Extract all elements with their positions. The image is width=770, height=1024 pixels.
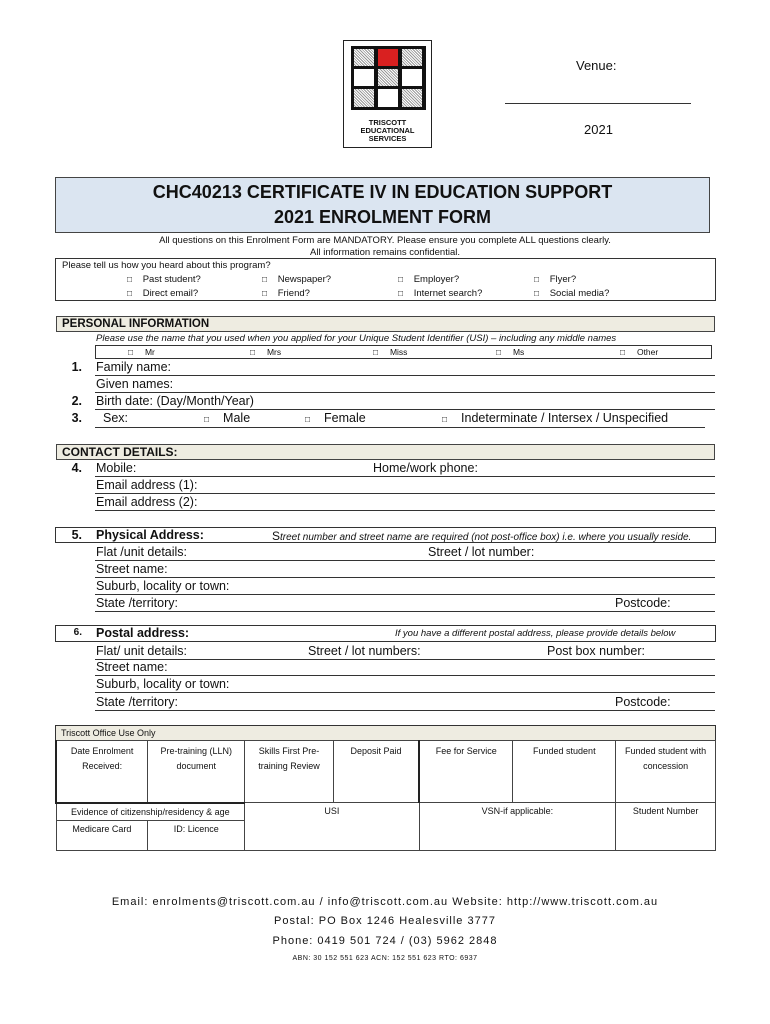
sex-label: Sex: [103, 411, 129, 425]
usi-note: Please use the name that you used when you applied for your Unique Student Identifier (USI) – including any middle names [96, 333, 617, 344]
usi-cell[interactable]: USI [245, 803, 420, 851]
student-number-cell[interactable]: Student Number [616, 803, 716, 851]
heard-option-friend[interactable]: □ Friend? [262, 288, 310, 299]
email1-field[interactable] [95, 493, 715, 494]
phone-field[interactable] [95, 476, 715, 477]
postal-suburb-label: Suburb, locality or town: [96, 677, 230, 691]
triscott-logo [343, 40, 432, 148]
form-title-box [55, 177, 710, 233]
title-option-ms[interactable]: □ Ms [496, 347, 525, 357]
heard-option-internet-search[interactable]: □ Internet search? [398, 288, 483, 299]
question-number: 5. [71, 528, 82, 542]
table-row [56, 803, 716, 821]
question-number: 3. [71, 411, 82, 425]
family-name-label: Family name: [96, 360, 172, 374]
postal-po-box-label: Post box number: [547, 644, 645, 658]
family-name-field[interactable] [95, 375, 715, 376]
funded-student-cell[interactable]: Funded student [513, 741, 616, 803]
postal-address-note: If you have a different postal address, please provide details below [395, 628, 676, 639]
sex-option-indeterminate[interactable]: □ Indeterminate / Intersex / Unspecified [442, 411, 669, 425]
postal-state-label: State /territory: [96, 695, 178, 709]
title-option-mr[interactable]: □ Mr [128, 347, 155, 357]
title-option-other[interactable]: □ Other [620, 347, 659, 357]
question-number: 6. [73, 627, 82, 638]
email2-field[interactable] [95, 510, 715, 511]
logo-grid-graphic [351, 46, 426, 110]
question-number: 2. [71, 394, 82, 408]
pre-training-cell[interactable]: Pre-training (LLN) document [148, 741, 245, 803]
medicare-card-cell[interactable]: Medicare Card [56, 820, 148, 850]
sex-row-line [95, 427, 705, 428]
heard-option-employer[interactable]: □ Employer? [398, 274, 460, 285]
email2-label: Email address (2): [96, 495, 198, 509]
venue-label: Venue: [576, 58, 617, 73]
date-enrolment-cell[interactable]: Date Enrolment Received: [56, 741, 148, 803]
physical-suburb-field[interactable] [95, 594, 715, 595]
mobile-label: Mobile: [96, 461, 137, 475]
physical-street-field[interactable] [95, 577, 715, 578]
logo-text-line: SERVICES [368, 134, 407, 143]
physical-street-lot-label: Street / lot number: [428, 545, 535, 559]
email1-label: Email address (1): [96, 478, 198, 492]
title-option-miss[interactable]: □ Miss [373, 347, 408, 357]
birth-date-field[interactable] [95, 409, 715, 410]
postal-flat-label: Flat/ unit details: [96, 644, 188, 658]
footer-registration-line: ABN: 30 152 551 623 ACN: 152 551 623 RTO: 6937 [292, 955, 478, 962]
form-title-line1: CHC40213 CERTIFICATE IV IN EDUCATION SUPPORT [152, 182, 613, 202]
heard-option-newspaper[interactable]: □ Newspaper? [262, 274, 332, 285]
footer-contact-line: Email: enrolments@triscott.com.au / info@triscott.com.au Website: http://www.triscott.com.au [111, 896, 659, 908]
postal-street-lot-label: Street / lot numbers: [308, 644, 421, 658]
physical-address-note: Street number and street name are required (not post-office box) i.e. where you usually reside. [272, 529, 692, 543]
physical-address-heading: Physical Address: [96, 528, 204, 542]
physical-flat-label: Flat /unit details: [96, 545, 188, 559]
physical-state-field[interactable] [95, 611, 715, 612]
personal-info-heading: PERSONAL INFORMATION [56, 316, 715, 332]
id-licence-cell[interactable]: ID: Licence [148, 820, 245, 850]
header-year: 2021 [584, 122, 613, 137]
postal-address-heading: Postal address: [96, 626, 190, 640]
logo-text-line: TRISCOTT [368, 118, 407, 127]
heard-option-past-student[interactable]: □ Past student? [127, 274, 201, 285]
deposit-paid-cell[interactable]: Deposit Paid [333, 741, 419, 803]
citizenship-evidence-cell: Evidence of citizenship/residency & age [56, 803, 245, 821]
postal-postcode-label: Postcode: [615, 695, 671, 709]
heard-option-direct-email[interactable]: □ Direct email? [127, 288, 199, 299]
office-use-heading: Triscott Office Use Only [61, 728, 156, 738]
postal-state-field[interactable] [95, 710, 715, 711]
birth-date-label: Birth date: (Day/Month/Year) [96, 394, 254, 408]
office-use-table [55, 740, 716, 851]
given-names-label: Given names: [96, 377, 174, 391]
title-option-mrs[interactable]: □ Mrs [250, 347, 282, 357]
contact-details-heading: CONTACT DETAILS: [56, 444, 715, 460]
skills-first-cell[interactable]: Skills First Pre-training Review [245, 741, 334, 803]
logo-text-line: EDUCATIONAL [360, 126, 415, 135]
home-phone-label: Home/work phone: [373, 461, 478, 475]
footer-phone-line: Phone: 0419 501 724 / (03) 5962 2848 [272, 935, 498, 947]
venue-field-line[interactable] [505, 103, 691, 104]
sex-option-male[interactable]: □ Male [204, 411, 251, 425]
heard-option-flyer[interactable]: □ Flyer? [534, 274, 577, 285]
question-number: 1. [71, 360, 82, 374]
sex-option-female[interactable]: □ Female [305, 411, 366, 425]
vsn-cell[interactable]: VSN-if applicable: [419, 803, 616, 851]
fee-for-service-cell[interactable]: Fee for Service [419, 741, 513, 803]
physical-suburb-label: Suburb, locality or town: [96, 579, 230, 593]
postal-suburb-field[interactable] [95, 692, 715, 693]
footer-postal-line: Postal: PO Box 1246 Healesville 3777 [274, 915, 496, 927]
table-row [56, 741, 716, 803]
confidential-notice: All information remains confidential. [310, 247, 460, 258]
form-title-line2: 2021 ENROLMENT FORM [273, 207, 492, 227]
funded-concession-cell[interactable]: Funded student with concession [616, 741, 716, 803]
postal-flat-field[interactable] [95, 659, 715, 660]
heard-about-question: Please tell us how you heard about this program? [62, 260, 271, 271]
question-number: 4. [71, 461, 82, 475]
mandatory-notice: All questions on this Enrolment Form are MANDATORY. Please ensure you complete ALL questions clearly. [159, 235, 611, 246]
postal-street-label: Street name: [96, 660, 168, 674]
physical-street-label: Street name: [96, 562, 168, 576]
postal-street-field[interactable] [95, 675, 715, 676]
given-names-field[interactable] [95, 392, 715, 393]
physical-state-label: State /territory: [96, 596, 178, 610]
physical-postcode-label: Postcode: [615, 596, 671, 610]
physical-flat-field[interactable] [95, 560, 715, 561]
heard-option-social-media[interactable]: □ Social media? [534, 288, 610, 299]
